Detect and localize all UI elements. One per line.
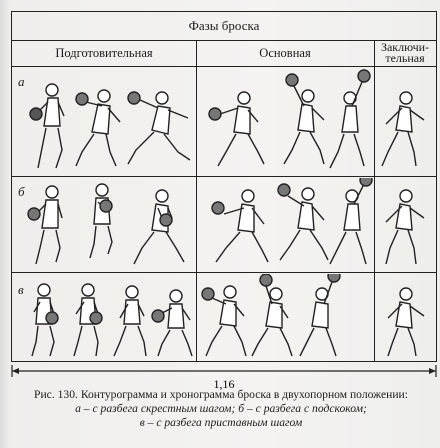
row-v-contourograms — [12, 274, 436, 360]
figure-caption — [10, 388, 432, 430]
row-label-a: а — [18, 74, 25, 89]
athlete-figure — [152, 290, 192, 356]
athlete-figure — [128, 92, 190, 164]
phases-table — [11, 11, 437, 362]
athlete-figure — [114, 286, 146, 356]
athlete-figure — [30, 84, 64, 168]
caption-line-2: а – с разбега скрестным шагом; б – с разбега с подскоком; — [75, 402, 367, 415]
athlete-figure — [252, 274, 292, 356]
athlete-figure — [134, 190, 184, 264]
row-b-contourograms — [12, 178, 436, 270]
athlete-figure — [90, 184, 112, 258]
athlete-figure — [300, 274, 340, 356]
figure — [8, 8, 434, 391]
row-label-b: б — [18, 184, 25, 199]
athlete-figure — [202, 286, 246, 356]
athlete-figure — [388, 288, 424, 356]
column-header-final: Заключи- тельная — [374, 40, 436, 67]
row-divider — [12, 272, 436, 273]
athlete-figure — [330, 178, 372, 264]
athlete-figure — [32, 284, 58, 356]
row-divider — [12, 176, 436, 177]
athlete-figure — [74, 284, 102, 356]
athlete-figure — [386, 190, 424, 264]
table-title: Фазы броска — [12, 12, 436, 41]
athlete-figure — [212, 190, 268, 262]
caption-line-3: в – с разбега приставным шагом — [139, 416, 303, 429]
athlete-figure — [28, 186, 62, 264]
athlete-figure — [284, 74, 324, 164]
column-header-preparatory: Подготовительная — [12, 40, 196, 67]
athlete-figure — [330, 70, 370, 168]
scale-value: 1,16 — [213, 377, 235, 391]
column-header-main: Основная — [196, 40, 374, 67]
athlete-figure — [76, 90, 120, 166]
athlete-figure — [209, 92, 264, 166]
athlete-figure — [278, 184, 328, 260]
caption-line-1: Рис. 130. Контурограмма и хронограмма броска в двухопорном положении: — [34, 388, 408, 401]
row-label-v: в — [18, 282, 24, 297]
athlete-figure — [382, 92, 424, 166]
row-a-contourograms — [12, 68, 436, 174]
